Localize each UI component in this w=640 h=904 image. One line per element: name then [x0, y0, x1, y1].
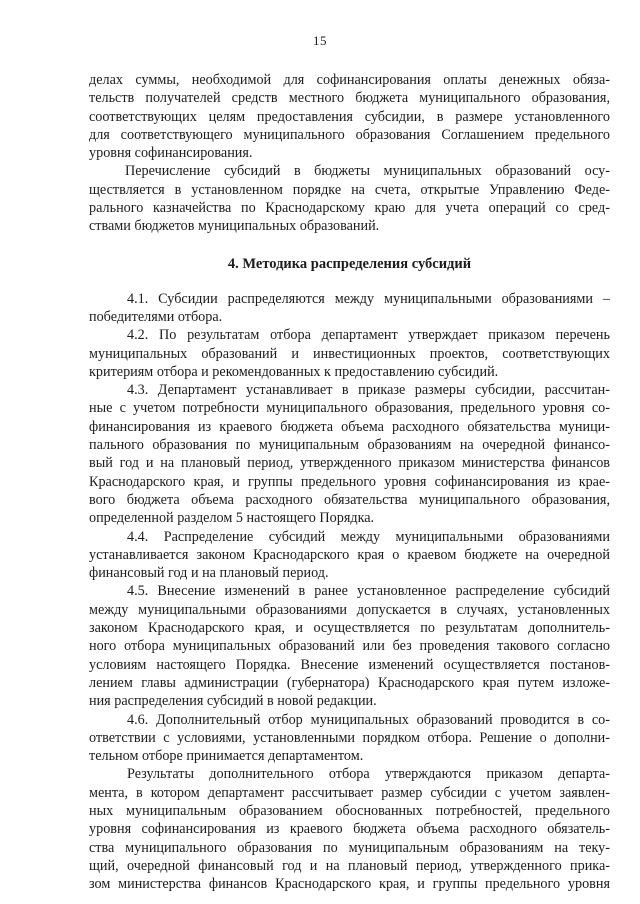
text-line: финансовый год и на плановый период.: [89, 565, 329, 582]
text-line: делах суммы, необходимой для софинансирования оплаты денежных обяза-: [89, 72, 610, 88]
text-line: ния распределения субсидий в новой редакции.: [89, 693, 377, 710]
paragraph: [89, 71, 610, 162]
text-line: законом Краснодарского края, и осуществляется по результатам дополнитель-: [89, 620, 610, 637]
text-line: 4.2. По результатам отбора департамент утверждает приказом перечень: [127, 327, 610, 344]
text-line: ного отбора муниципальных образований или без проведения такового согласно: [89, 638, 610, 655]
text-line: Перечисление субсидий в бюджеты муниципальных образований осу-: [125, 163, 610, 180]
section-heading: 4. Методика распределения субсидий: [227, 255, 472, 272]
text-line: тельств получателей средств местного бюджета муниципального образования,: [89, 90, 610, 107]
paragraph: [89, 381, 610, 527]
text-line: для соответствующего муниципального образования Соглашением предельного: [89, 126, 610, 143]
paragraph: [89, 528, 610, 583]
text-line: щий, очередной финансовый год и на плановый период, утвержденного прика-: [89, 857, 610, 874]
section-paragraphs: [89, 290, 610, 894]
text-line: между муниципальными образованиями допускается в случаях, установленных: [89, 601, 610, 618]
text-line: устанавливается законом Краснодарского края о краевом бюджете на очередной: [89, 546, 610, 563]
intro-paragraphs: [89, 71, 610, 236]
page-number: 15: [313, 33, 327, 48]
text-line: ствами бюджетов муниципальных образований.: [89, 218, 380, 235]
text-line: Результаты дополнительного отбора утверждаются приказом департа-: [127, 766, 610, 783]
text-line: тельном отборе принимается департаментом.: [89, 748, 364, 765]
paragraph: [89, 162, 610, 235]
text-line: условиям настоящего Порядка. Внесение изменений осуществляется постанов-: [89, 656, 610, 673]
text-line: 4.1. Субсидии распределяются между муниципальными образованиями –: [127, 290, 610, 307]
text-line: мента, в котором департамент рассчитывает размер субсидии с учетом заявлен-: [89, 784, 610, 801]
paragraph: [89, 582, 610, 710]
text-line: лением главы администрации (губернатора) Краснодарского края путем изложе-: [89, 674, 610, 691]
text-line: уровня софинансирования из краевого бюджета объема расходного обязатель-: [89, 821, 610, 838]
document-body: [89, 71, 610, 893]
text-line: ства муниципального образования по муниципальным образованиям на теку-: [89, 839, 610, 856]
text-line: 4.6. Дополнительный отбор муниципальных образований проводится в со-: [127, 711, 610, 728]
paragraph: [89, 326, 610, 381]
text-line: муниципальных образований и инвестиционных проектов, соответствующих: [89, 345, 610, 362]
text-line: зом министерства финансов Краснодарского края, и группы предельного уровня: [89, 876, 610, 893]
text-line: уровня софинансирования.: [89, 145, 253, 162]
text-line: ные с учетом потребности муниципального образования, предельного уровня со-: [89, 400, 610, 417]
text-line: ответствии с условиями, установленными порядком отбора. Решение о дополни-: [89, 729, 610, 746]
text-line: 4.4. Распределение субсидий между муниципальными образованиями: [127, 528, 610, 545]
text-line: критериям отбора и рекомендованных к предоставлению субсидий.: [89, 363, 499, 380]
text-line: 4.3. Департамент устанавливает в приказе размеры субсидии, рассчитан-: [127, 382, 610, 399]
paragraph: [89, 765, 610, 893]
text-line: 4.5. Внесение изменений в ранее установленное распределение субсидий: [127, 583, 610, 600]
text-line: финансирования из краевого бюджета объема расходного обязательства муници-: [89, 418, 610, 435]
text-line: соответствующих целям предоставления субсидии, в размере установленного: [89, 108, 610, 125]
text-line: ществляется в установленном порядке на счета, открытые Управлению Феде-: [89, 181, 610, 198]
text-line: вый год и на плановый период, утвержденного приказом министерства финансов: [89, 455, 610, 472]
text-line: рального казначейства по Краснодарскому краю для учета операций со сред-: [89, 200, 610, 217]
paragraph: [89, 711, 610, 766]
text-line: определенной разделом 5 настоящего Порядка.: [89, 510, 375, 527]
text-line: вого бюджета объема расходного обязательства муниципального образования,: [89, 491, 610, 508]
text-line: пального образования по муниципальным образованиям на очередной финансо-: [89, 437, 610, 454]
text-line: победителями отбора.: [89, 308, 223, 325]
text-line: ных муниципальным образованием обоснованных потребностей, предельного: [89, 802, 610, 819]
text-line: Краснодарского края, и группы предельного уровня софинансирования из крае-: [89, 473, 610, 490]
paragraph: [89, 290, 610, 327]
